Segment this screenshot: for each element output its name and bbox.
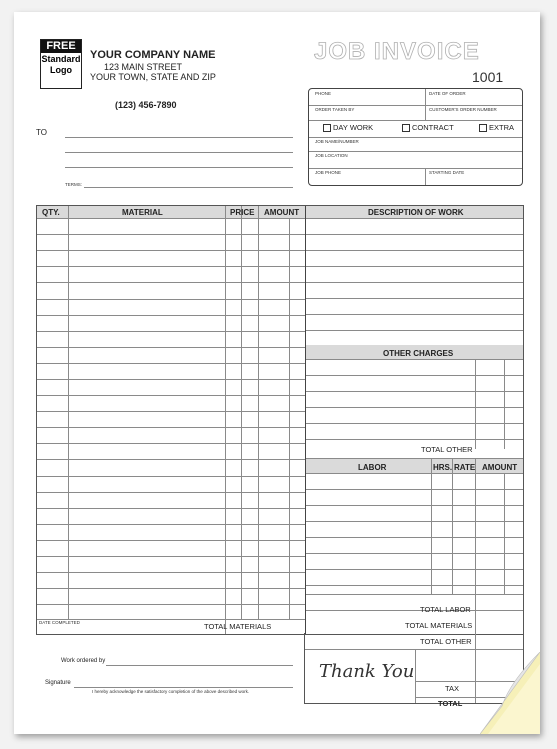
other-charge-row-line [306, 391, 523, 392]
to-line-3[interactable] [65, 167, 293, 168]
order-taken-by-label: ORDER TAKEN BY [315, 107, 355, 112]
material-row-line [37, 379, 305, 380]
labor-row-line [306, 521, 523, 522]
company-street: 123 MAIN STREET [104, 62, 183, 72]
other-charge-row-line [306, 359, 523, 360]
material-row-line [37, 250, 305, 251]
material-header: MATERIAL [122, 208, 163, 217]
labor-row-line [306, 473, 523, 474]
material-row-line [37, 572, 305, 573]
date-of-order-label: DATE OF ORDER [429, 91, 466, 96]
description-row-line [306, 314, 523, 315]
amount-header: AMOUNT [264, 208, 300, 217]
material-row-line [37, 604, 305, 605]
material-row-line [37, 411, 305, 412]
logo-line-3: Logo [50, 65, 72, 75]
page-curl [480, 652, 540, 734]
job-info-box [308, 88, 523, 186]
contract-option[interactable] [402, 123, 454, 132]
material-row-line [37, 492, 305, 493]
extra-checkbox[interactable] [479, 124, 487, 132]
other-charge-row-line [306, 375, 523, 376]
hrs-header: HRS. [433, 463, 453, 472]
customer-order-number-label: CUSTOMER'S ORDER NUMBER [429, 107, 497, 112]
labor-row-line [306, 553, 523, 554]
logo-line-2: Standard [41, 54, 81, 64]
signature-line[interactable] [74, 687, 293, 688]
page-title: JOB INVOICE [314, 38, 480, 65]
labor-row-line [306, 537, 523, 538]
description-row-line [306, 330, 523, 331]
starting-date-label: STARTING DATE [429, 170, 465, 175]
company-name: YOUR COMPANY NAME [90, 49, 216, 61]
labor-row-line [306, 585, 523, 586]
other-charge-row-line [306, 423, 523, 424]
day-work-checkbox[interactable] [323, 124, 331, 132]
extra-label: EXTRA [489, 123, 515, 132]
total-other-bottom-label: TOTAL OTHER [420, 637, 472, 646]
contract-checkbox[interactable] [402, 124, 410, 132]
other-charge-row-line [306, 458, 523, 459]
labor-header: LABOR [358, 463, 387, 472]
to-label: TO [36, 128, 47, 137]
invoice-number: 1001 [472, 69, 504, 85]
material-row-line [37, 540, 305, 541]
material-row-line [37, 234, 305, 235]
description-row-line [306, 234, 523, 235]
total-materials-label: TOTAL MATERIALS [405, 621, 473, 630]
material-row-line [37, 427, 305, 428]
signature-label: Signature [45, 680, 71, 686]
description-row-line [306, 250, 523, 251]
invoice-sheet [14, 12, 540, 734]
other-charges-header: OTHER CHARGES [383, 349, 454, 358]
price-header: PRICE [230, 208, 255, 217]
extra-option[interactable] [479, 123, 514, 132]
labor-row-line [306, 569, 523, 570]
company-city: YOUR TOWN, STATE AND ZIP [90, 72, 216, 82]
material-row-line [37, 363, 305, 364]
description-header: DESCRIPTION OF WORK [368, 208, 464, 217]
material-row-line [37, 508, 305, 509]
other-charge-row-line [306, 439, 523, 440]
total-other-label: TOTAL OTHER [421, 445, 473, 454]
to-line-1[interactable] [65, 137, 293, 138]
material-row-line [37, 347, 305, 348]
labor-row-line [306, 489, 523, 490]
logo-line-1: FREE [41, 40, 81, 53]
description-row-line [306, 218, 523, 219]
company-phone: (123) 456-7890 [115, 100, 177, 110]
acknowledge-text: I hereby acknowledge the satisfactory completion of the above described work. [92, 689, 250, 694]
other-charge-row-line [306, 407, 523, 408]
material-row-line [37, 524, 305, 525]
day-work-label: DAY WORK [333, 123, 374, 132]
material-row-line [37, 588, 305, 589]
thank-you-text: Thank You [319, 661, 415, 682]
to-line-2[interactable] [65, 152, 293, 153]
terms-label: TERMS: [65, 182, 83, 187]
job-name-label: JOB NAME/NUMBER [315, 139, 359, 144]
total-labor-label: TOTAL LABOR [420, 605, 471, 614]
invoice-table [36, 205, 524, 635]
material-row-line [37, 556, 305, 557]
material-row-line [37, 476, 305, 477]
date-completed-label: DATE COMPLETED [39, 620, 80, 625]
qty-header: QTY. [42, 208, 60, 217]
description-row-line [306, 282, 523, 283]
phone-label: PHONE [315, 91, 332, 96]
labor-row-line [306, 505, 523, 506]
description-row-line [306, 266, 523, 267]
contract-label: CONTRACT [412, 123, 454, 132]
logo [40, 39, 82, 89]
material-row-line [37, 459, 305, 460]
material-row-line [37, 395, 305, 396]
totals-row-line [306, 610, 523, 611]
work-ordered-by-label: Work ordered by [61, 658, 106, 664]
material-row-line [37, 299, 305, 300]
day-work-option[interactable] [323, 123, 373, 132]
job-location-label: JOB LOCATION [315, 153, 348, 158]
rate-header: RATE [454, 463, 476, 472]
description-row-line [306, 298, 523, 299]
material-row-line [37, 218, 305, 219]
work-ordered-by-line[interactable] [106, 665, 293, 666]
job-phone-label: JOB PHONE [315, 170, 342, 175]
material-row-line [37, 443, 305, 444]
terms-line[interactable] [84, 187, 293, 188]
material-row-line [37, 331, 305, 332]
grand-total-label: TOTAL [438, 699, 463, 708]
material-row-line [37, 315, 305, 316]
total-materials-left-label: TOTAL MATERIALS [204, 622, 272, 631]
material-row-line [37, 282, 305, 283]
material-row-line [37, 266, 305, 267]
tax-label: TAX [445, 684, 460, 693]
labor-amount-header: AMOUNT [482, 463, 518, 472]
labor-row-line [306, 594, 523, 595]
